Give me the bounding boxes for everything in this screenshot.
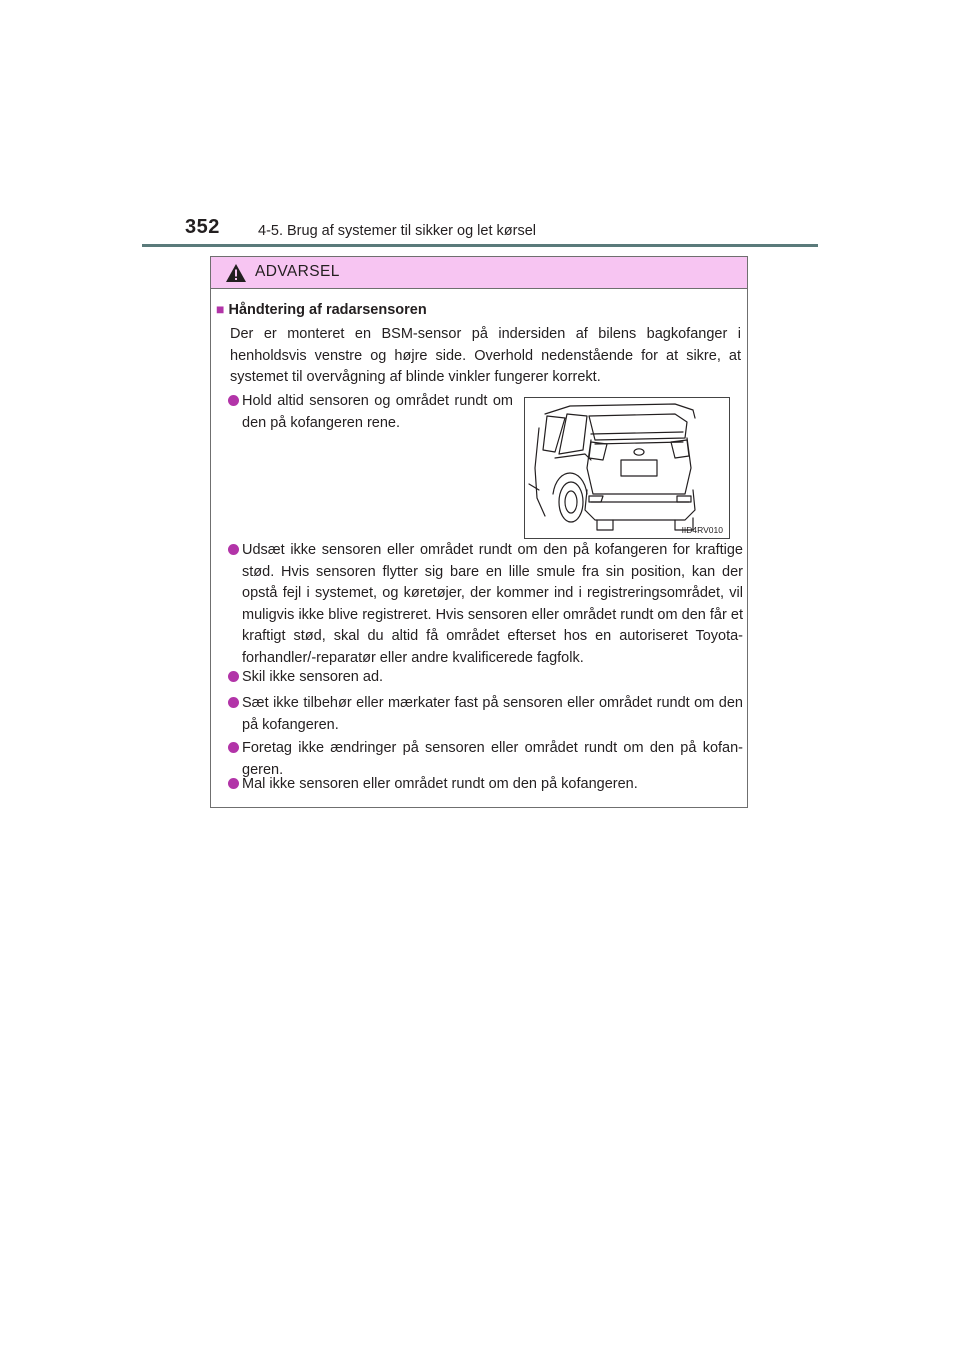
car-rear-icon — [525, 398, 729, 538]
bullet-dot-icon — [228, 697, 239, 708]
bullet-text: Hold altid sensoren og området rundt om den på kofangeren rene. — [242, 393, 513, 431]
bullet-item — [228, 774, 743, 796]
section-title: 4-5. Brug af systemer til sikker og let kørsel — [258, 223, 536, 239]
bullet-dot-icon — [228, 742, 239, 753]
bullet-item — [228, 667, 743, 689]
warning-box — [210, 256, 748, 808]
sub-heading-text: Håndtering af radarsensoren — [228, 302, 427, 318]
figure-code: IID4RV010 — [681, 525, 723, 535]
page-number: 352 — [185, 216, 220, 238]
square-bullet-icon: ■ — [216, 301, 225, 317]
bullet-dot-icon — [228, 544, 239, 555]
bullet-item — [228, 693, 743, 736]
sub-heading — [216, 301, 427, 318]
bullet-item — [228, 540, 743, 669]
bullet-text: Skil ikke sensoren ad. — [242, 669, 384, 685]
bullet-text: Sæt ikke tilbehør eller mærkater fast på sensoren eller området rundt om den på kofangeren. — [242, 695, 743, 733]
bullet-text: Mal ikke sensoren eller området rundt om den på kofangeren. — [242, 776, 638, 792]
intro-paragraph: Der er monteret en BSM-sensor på indersiden af bilens bagkofanger i henholdsvis venstre og højre side. Overhold nedenstående for at sikre, at systemet til overvågning af blinde vinkler fungerer korrekt. — [230, 326, 741, 385]
bullet-dot-icon — [228, 671, 239, 682]
bullet-dot-icon — [228, 778, 239, 789]
bullet-text: Udsæt ikke sensoren eller området rundt om den på kofangeren for kraftige stød. Hvis sensoren flytter sig bare en lille smule fra sin position, kan der opstå fejl i systemet, og køretøjer, der kommer ind i registreringsområdet, vil muligvis ikke blive registreret. Hvis sensoren eller området rundt om den får et kraftigt stød, skal du altid få området efterset hos en autoriseret Toyota-forhandler/-reparatør eller andre kvalificerede fagfolk. — [242, 542, 743, 666]
warning-label: ADVARSEL — [255, 263, 340, 280]
bullet-text: Foretag ikke ændringer på sensoren eller området rundt om den på kofan-geren. — [242, 740, 743, 778]
header-rule — [142, 244, 818, 247]
bullet-item — [228, 391, 513, 434]
warning-header — [211, 257, 747, 289]
bullet-dot-icon — [228, 395, 239, 406]
warning-triangle-icon — [225, 263, 247, 283]
rear-car-illustration — [524, 397, 730, 539]
